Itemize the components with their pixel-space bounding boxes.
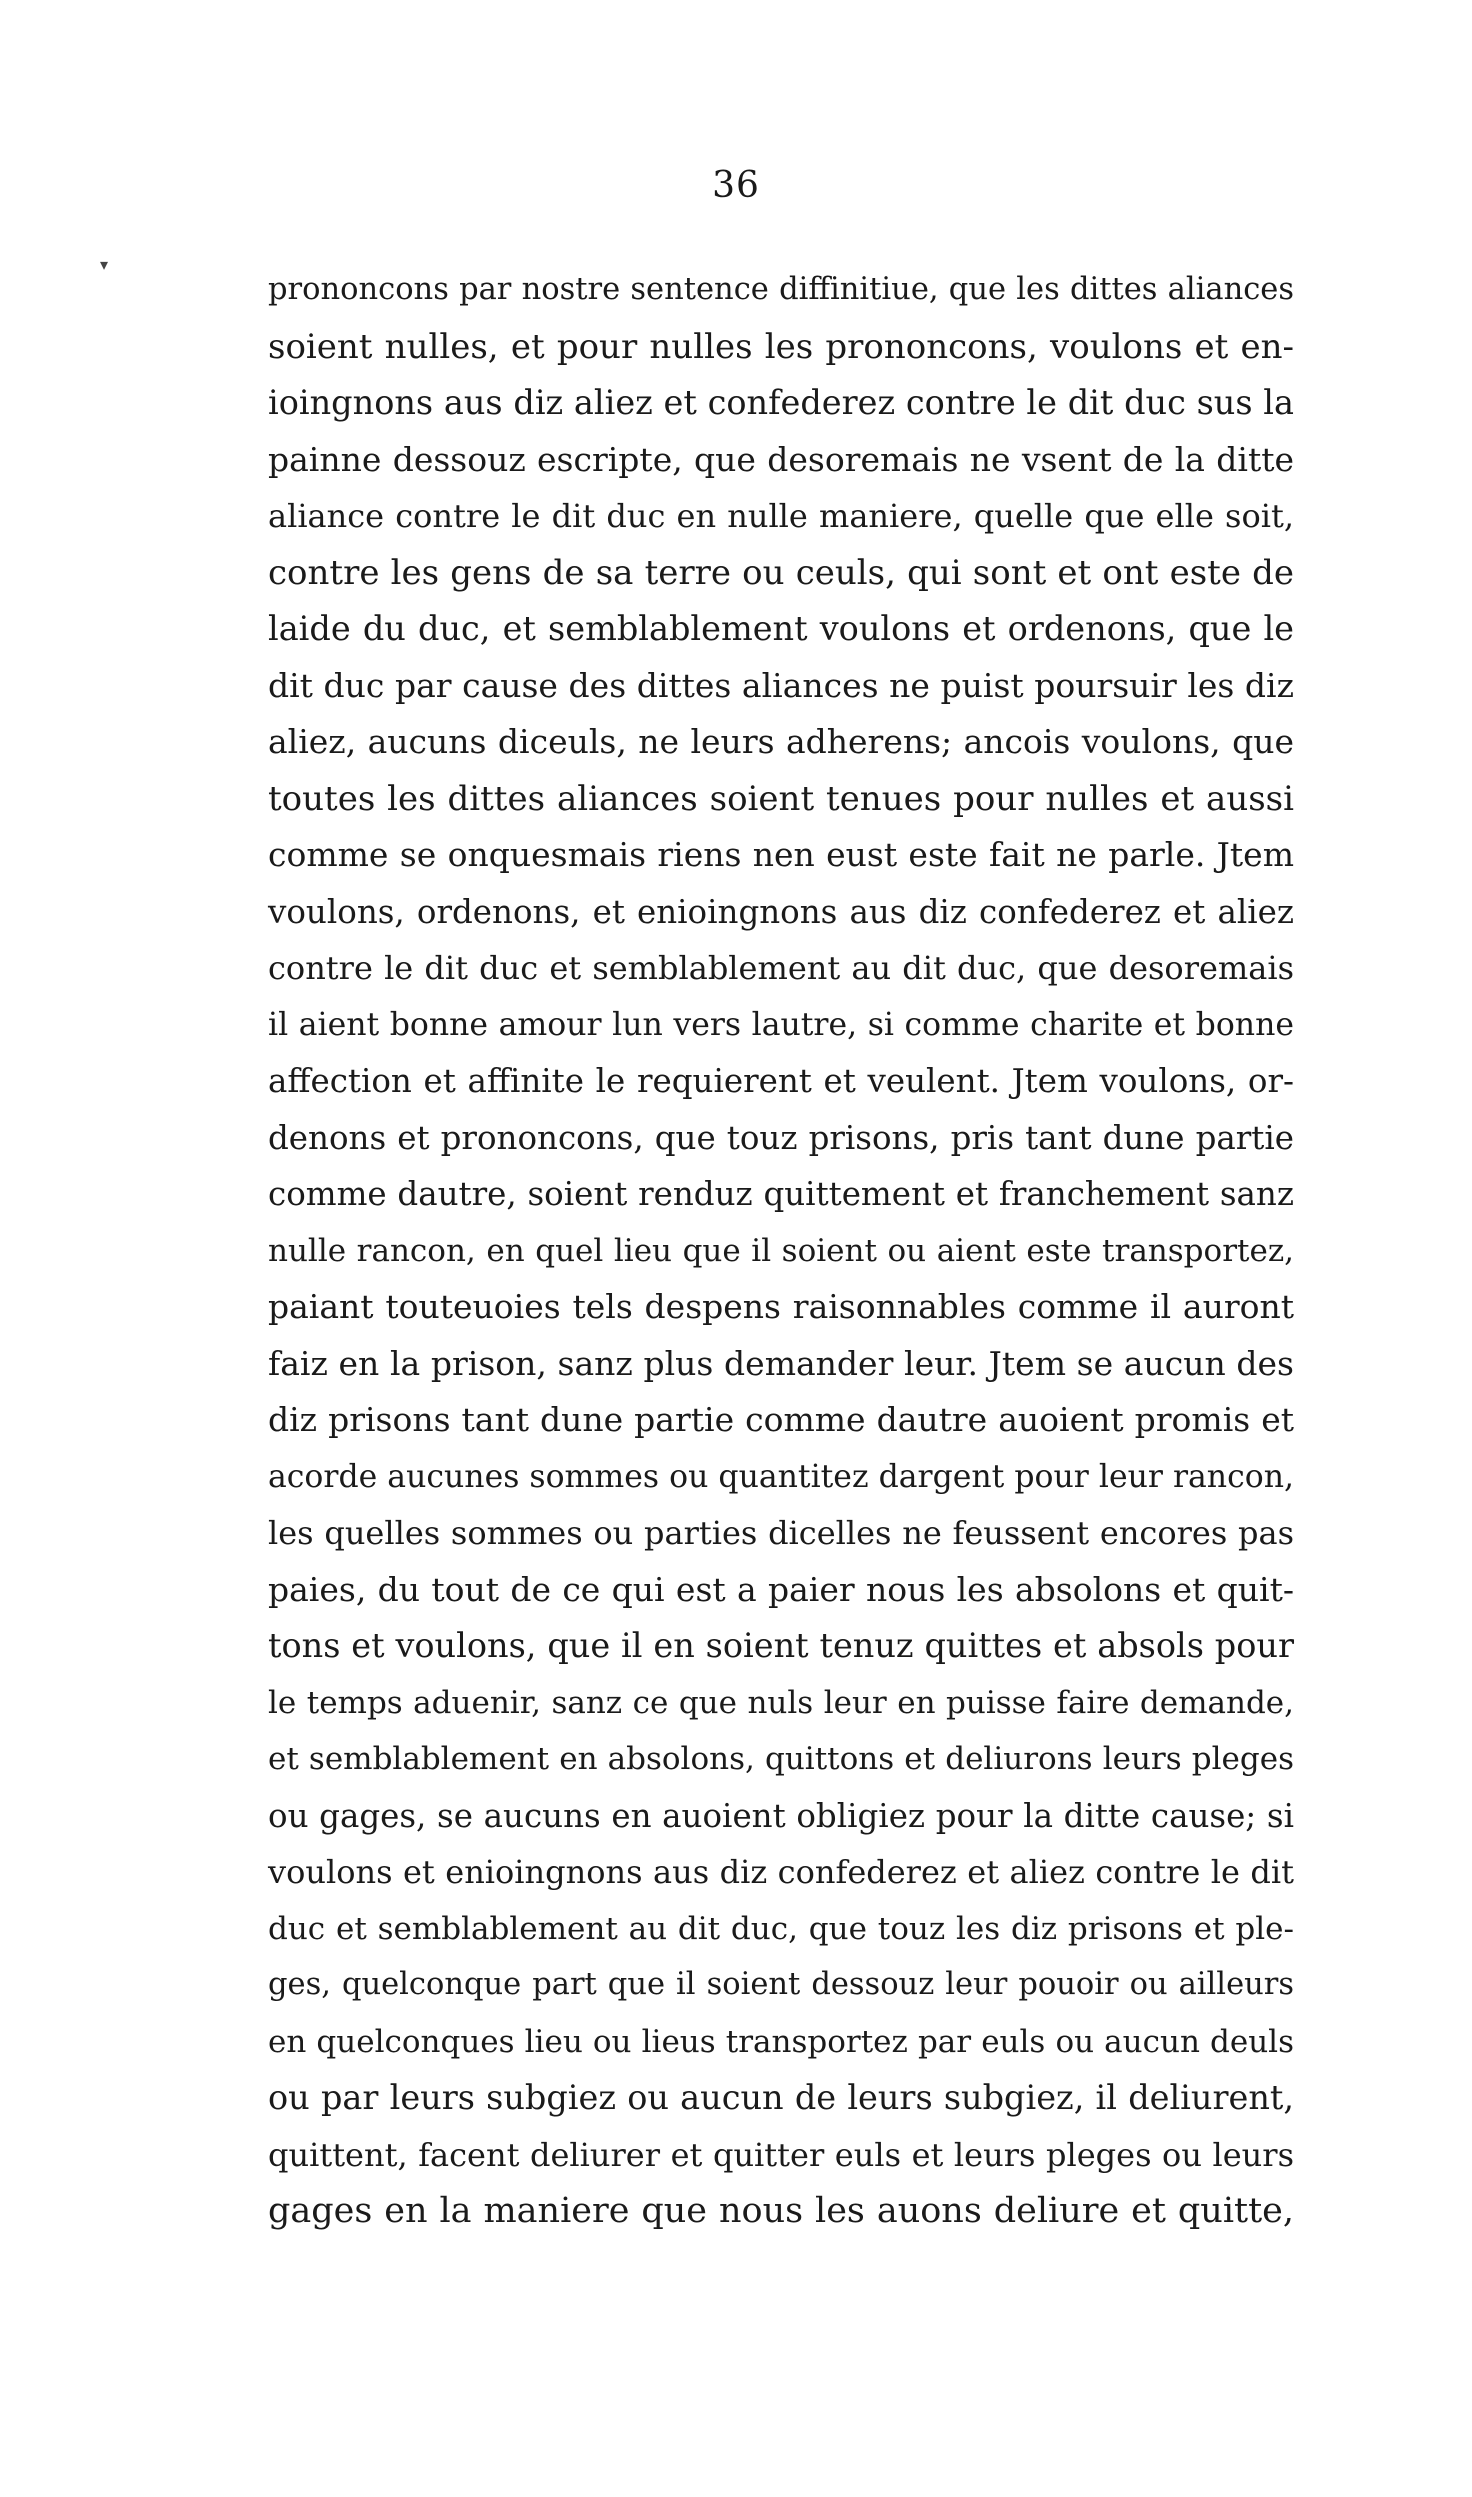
text-line: en quelconques lieu ou lieus transportez par euls ou aucun deuls [268,2023,1294,2060]
text-line: quittent, facent deliurer et quitter euls et leurs pleges ou leurs [268,2135,1294,2174]
text-line: ges, quelconque part que il soient dessouz leur pouoir ou ailleurs [268,1967,1294,2002]
text-line: toutes les dittes aliances soient tenues pour nulles et aussi [268,778,1294,819]
page-number: 36 [712,165,760,206]
text-line: acorde aucunes sommes ou quantitez dargent pour leur rancon, [268,1458,1294,1495]
text-line: diz prisons tant dune partie comme dautre auoient promis et [268,1400,1294,1439]
text-line: duc et semblablement au dit duc, que touz les diz prisons et ple- [268,1910,1294,1947]
text-line: voulons, ordenons, et enioingnons aus diz confederez et aliez [268,892,1294,931]
text-line: soient nulles, et pour nulles les prononcons, voulons et en- [268,326,1294,367]
text-line: laide du duc, et semblablement voulons et ordenons, que le [268,609,1294,648]
text-line: ioingnons aus diz aliez et confederez contre le dit duc sus la [268,383,1294,422]
text-line: voulons et enioingnons aus diz confederez et aliez contre le dit [268,1853,1294,1891]
stray-mark: ▾ [100,255,109,274]
text-line: paies, du tout de ce qui est a paier nous les absolons et quit- [268,1569,1294,1609]
text-line: denons et prononcons, que touz prisons, pris tant dune partie [268,1118,1294,1157]
text-line: il aient bonne amour lun vers lautre, si comme charite et bonne [268,1006,1294,1043]
text-line: tons et voulons, que il en soient tenuz quittes et absols pour [268,1626,1294,1665]
text-line: et semblablement en absolons, quittons et deliurons leurs pleges [268,1741,1294,1777]
text-line: ou par leurs subgiez ou aucun de leurs subgiez, il deliurent, [268,2078,1294,2117]
text-line: comme dautre, soient renduz quittement et franchement sanz [268,1175,1294,1213]
text-line: affection et affinite le requierent et veulent. Jtem voulons, or- [268,1062,1294,1100]
text-line: paiant touteuoies tels despens raisonnables comme il auront [268,1287,1294,1326]
text-line: painne dessouz escripte, que desoremais ne vsent de la ditte [268,439,1294,479]
text-line: contre les gens de sa terre ou ceuls, qui sont et ont este de [268,552,1294,593]
text-line: prononcons par nostre sentence diffinitiue, que les dittes aliances [268,272,1294,307]
text-line: nulle rancon, en quel lieu que il soient ou aient este transportez, [268,1232,1294,1269]
text-line: contre le dit duc et semblablement au dit duc, que desoremais [268,949,1294,987]
text-line: le temps aduenir, sanz ce que nuls leur en puisse faire demande, [268,1684,1294,1721]
text-line: faiz en la prison, sanz plus demander leur. Jtem se aucun des [268,1343,1294,1383]
text-line: aliez, aucuns diceuls, ne leurs adherens; ancois voulons, que [268,722,1294,761]
text-line: dit duc par cause des dittes aliances ne puist poursuir les diz [268,665,1294,705]
text-line: comme se onquesmais riens nen eust este fait ne parle. Jtem [268,835,1294,874]
text-line: gages en la maniere que nous les auons deliure et quitte, [268,2191,1294,2231]
body-text [268,262,1294,2240]
text-line: ou gages, se aucuns en auoient obligiez pour la ditte cause; si [268,1796,1294,1835]
text-line: les quelles sommes ou parties dicelles ne feussent encores pas [268,1514,1294,1552]
text-line: aliance contre le dit duc en nulle maniere, quelle que elle soit, [268,497,1294,535]
